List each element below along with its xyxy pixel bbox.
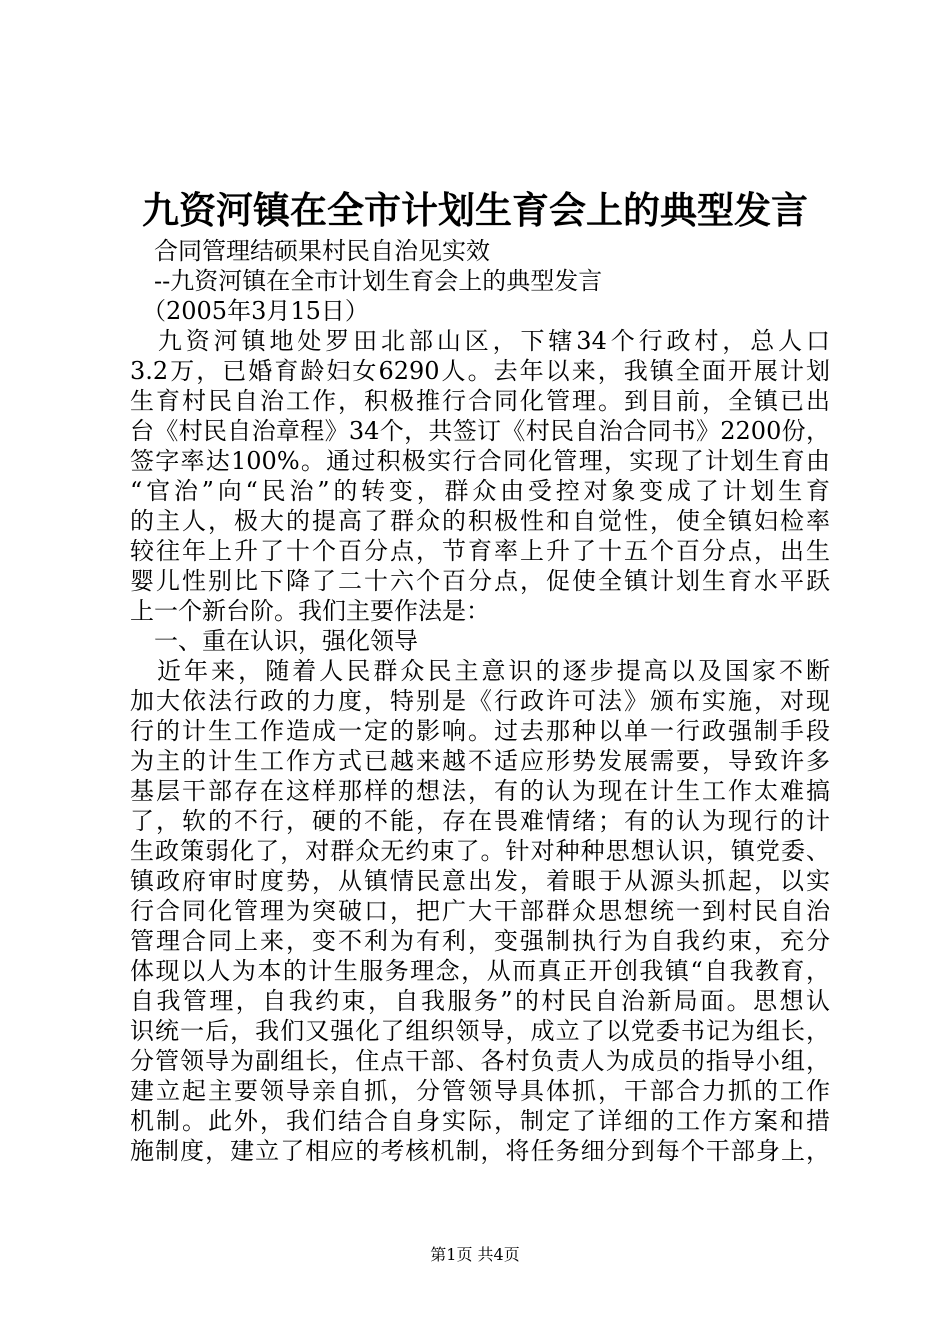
body-text-line: 建立起主要领导亲自抓，分管领导具体抓，干部合力抓的工作	[130, 1077, 830, 1105]
body-text-line: 基层干部存在这样那样的想法，有的认为现在计生工作太难搞	[130, 777, 830, 805]
body-text-line: 行的计生工作造成一定的影响。过去那种以单一行政强制手段	[130, 717, 830, 745]
body-text-line: 识统一后，我们又强化了组织领导，成立了以党委书记为组长，	[130, 1017, 830, 1045]
body-text-line: 镇政府审时度势，从镇情民意出发，着眼于从源头抓起，以实	[130, 867, 830, 895]
body-text-line: 台《村民自治章程》34个，共签订《村民自治合同书》2200份，	[130, 417, 830, 445]
body-text-line: 分管领导为副组长，住点干部、各村负责人为成员的指导小组，	[130, 1047, 830, 1075]
body-text-line: 生政策弱化了，对群众无约束了。针对种种思想认识，镇党委、	[130, 837, 830, 865]
body-text-line: 一、重在认识，强化领导	[130, 627, 418, 655]
body-text-line: 机制。此外，我们结合自身实际，制定了详细的工作方案和措	[130, 1107, 830, 1135]
body-text-line: 施制度，建立了相应的考核机制，将任务细分到每个干部身上，	[130, 1137, 830, 1165]
body-text-line: 管理合同上来，变不利为有利，变强制执行为自我约束，充分	[130, 927, 830, 955]
document-body	[130, 236, 830, 1166]
body-text-line: --九资河镇在全市计划生育会上的典型发言	[130, 267, 603, 295]
body-text-line: 了，软的不行，硬的不能，存在畏难情绪；有的认为现行的计	[130, 807, 830, 835]
page-footer: 第1页 共4页	[430, 1245, 520, 1264]
document-title: 九资河镇在全市计划生育会上的典型发言	[142, 188, 808, 232]
body-text-line: 合同管理结硕果村民自治见实效	[130, 237, 490, 265]
body-text-line: 加大依法行政的力度，特别是《行政许可法》颁布实施，对现	[130, 687, 830, 715]
body-text-line: 近年来，随着人民群众民主意识的逐步提高以及国家不断	[130, 657, 830, 685]
body-text-line: “官治”向“民治”的转变，群众由受控对象变成了计划生育	[130, 477, 830, 505]
body-text-line: 为主的计生工作方式已越来越不适应形势发展需要，导致许多	[130, 747, 830, 775]
body-text-line: 3.2万，已婚育龄妇女6290人。去年以来，我镇全面开展计划	[130, 357, 830, 385]
body-text-line: 签字率达100%。通过积极实行合同化管理，实现了计划生育由	[130, 447, 830, 475]
body-text-line: 九资河镇地处罗田北部山区，下辖34个行政村，总人口	[130, 327, 830, 355]
body-text-line: 体现以人为本的计生服务理念，从而真正开创我镇“自我教育，	[130, 957, 830, 985]
body-text-line: 生育村民自治工作，积极推行合同化管理。到目前，全镇已出	[130, 387, 830, 415]
body-text-line: 行合同化管理为突破口，把广大干部群众思想统一到村民自治	[130, 897, 830, 925]
body-text-line: 婴儿性别比下降了二十六个百分点，促使全镇计划生育水平跃	[130, 567, 830, 595]
body-text-line: （2005年3月15日）	[130, 297, 369, 325]
body-text-line: 较往年上升了十个百分点，节育率上升了十五个百分点，出生	[130, 537, 830, 565]
body-text-line: 自我管理，自我约束，自我服务”的村民自治新局面。思想认	[130, 987, 830, 1015]
body-text-line: 上一个新台阶。我们主要作法是：	[130, 597, 490, 625]
body-text-line: 的主人，极大的提高了群众的积极性和自觉性，使全镇妇检率	[130, 507, 830, 535]
